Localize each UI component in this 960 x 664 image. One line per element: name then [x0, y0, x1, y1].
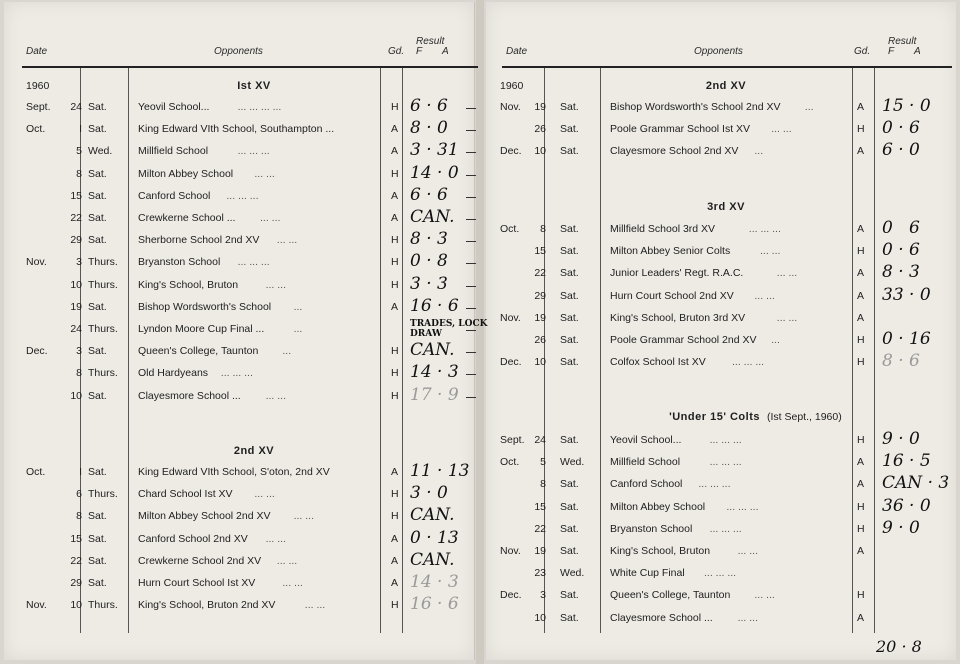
left-result-tick	[466, 108, 476, 109]
right-row-opponent: King's School, Bruton 3rd XV	[610, 311, 746, 324]
left-row-ground: A	[391, 189, 399, 202]
left-row-opponent: Millfield School	[138, 145, 209, 158]
left-row-day: 3	[76, 345, 82, 358]
left-ground-header: Gd.	[388, 46, 405, 57]
right-row-opponent: Bishop Wordsworth's School 2nd XV	[610, 101, 781, 113]
right-row-day: 15	[534, 245, 546, 258]
right-row-day: 8	[540, 223, 546, 235]
left-result-tick	[466, 241, 476, 242]
left-row-weekday: Sat.	[88, 167, 107, 180]
right-row-weekday: Sat.	[560, 223, 579, 235]
right-row-weekday: Sat.	[560, 101, 579, 113]
right-row-result: 9 · 0	[882, 429, 920, 449]
left-result-tick	[466, 286, 476, 287]
left-row-day: 22	[70, 212, 82, 224]
right-row-weekday: Sat.	[560, 356, 579, 369]
right-row-month: Dec.	[500, 356, 522, 369]
left-row-result: 3 · 0	[410, 483, 448, 504]
right-row-opponent: Canford School	[610, 478, 683, 491]
right-row-ground: H	[857, 356, 865, 369]
left-row-weekday: Sat.	[88, 123, 107, 136]
left-row-weekday: Sat.	[88, 466, 107, 478]
left-row-result: 14 · 0	[410, 162, 459, 183]
right-header-rule	[502, 66, 952, 68]
left-row-day: 24	[70, 323, 82, 335]
left-row-leader-dots: ... ... ...	[237, 145, 270, 158]
left-row-leader-dots: ... ... ...	[220, 367, 253, 380]
left-result-tick	[466, 175, 476, 176]
left-result-header: Result	[416, 36, 445, 47]
left-row-opponent: King Edward VIth School, S'oton, 2nd XV	[138, 466, 330, 478]
left-row-ground: H	[391, 367, 399, 380]
right-row-day: 19	[534, 311, 546, 324]
right-row-result: 8 · 6	[882, 351, 920, 372]
left-result-tick	[466, 152, 476, 153]
right-against-header: A	[914, 46, 921, 57]
left-row-ground: A	[391, 554, 399, 567]
left-row-result: 11 · 13	[410, 461, 470, 481]
left-row-result: 6 · 6	[410, 96, 448, 116]
left-row-day: 8	[76, 510, 82, 523]
right-row-month: Oct.	[500, 223, 520, 235]
right-row-leader-dots: ... ... ...	[732, 356, 765, 369]
right-row-weekday: Sat.	[560, 589, 579, 602]
right-row-leader-dots: ... ...	[737, 545, 759, 557]
right-row-opponent: Hurn Court School 2nd XV	[610, 289, 734, 302]
left-result-tick	[466, 352, 476, 353]
right-row-opponent: Queen's College, Taunton	[610, 589, 731, 602]
right-row-day: 22	[534, 267, 546, 280]
right-row-opponent: Milton Abbey School	[610, 500, 706, 513]
left-row-weekday: Sat.	[88, 101, 107, 113]
left-row-ground: A	[391, 532, 399, 545]
left-row-ground: A	[391, 123, 399, 136]
right-row-result: 0 · 6	[882, 240, 920, 261]
right-row-ground: A	[857, 267, 865, 280]
left-row-weekday: Sat.	[88, 189, 107, 202]
left-row-day: I	[79, 466, 82, 478]
left-section-2nd-xv: 2nd XV	[233, 445, 275, 457]
left-row-weekday: Sat.	[88, 532, 107, 545]
right-row-result: 0 · 6	[882, 118, 920, 139]
right-row-day: 23	[534, 567, 546, 580]
left-row-day: 5	[76, 145, 82, 158]
right-row-day: 15	[534, 500, 546, 513]
right-row-month: Dec.	[500, 589, 522, 602]
left-for-header: F	[416, 46, 423, 57]
left-row-result: 6 · 6	[410, 184, 448, 205]
right-for-header: F	[888, 46, 895, 57]
right-row-ground: A	[857, 223, 865, 235]
left-row-weekday: Thurs.	[88, 599, 118, 612]
left-row-weekday: Sat.	[88, 510, 107, 523]
left-row-leader-dots: ...	[293, 323, 303, 335]
left-row-ground: A	[391, 577, 399, 589]
left-row-day: 8	[76, 167, 82, 180]
left-row-leader-dots: ... ... ...	[237, 256, 270, 269]
left-row-weekday: Thurs.	[88, 278, 118, 291]
right-row-day: 26	[534, 334, 546, 346]
right-row-leader-dots: ... ...	[776, 267, 798, 280]
left-result-tick	[466, 130, 476, 131]
left-row-day: 3	[76, 256, 82, 269]
right-row-opponent: Colfox School Ist XV	[610, 356, 706, 369]
right-row-ground: A	[857, 145, 865, 158]
right-row-weekday: Sat.	[560, 522, 579, 535]
left-row-ground: A	[391, 212, 399, 224]
left-result-tick	[466, 197, 476, 198]
left-row-ground: H	[391, 256, 399, 269]
left-row-leader-dots: ... ...	[265, 532, 287, 545]
right-row-opponent: Clayesmore School 2nd XV	[610, 145, 739, 158]
left-row-opponent: King's School, Bruton	[138, 278, 239, 291]
left-row-day: 15	[70, 532, 82, 545]
right-row-result: 8 · 3	[882, 262, 920, 283]
right-row-weekday: Wed.	[560, 567, 585, 580]
left-row-ground: H	[391, 167, 399, 180]
right-row-opponent: Junior Leaders' Regt. R.A.C.	[610, 267, 744, 280]
left-row-month: Nov.	[26, 599, 47, 612]
left-row-day: 15	[70, 189, 82, 202]
left-row-opponent: Milton Abbey School 2nd XV	[138, 510, 271, 523]
right-row-leader-dots: ... ... ...	[709, 434, 742, 446]
right-row-leader-dots: ...	[771, 334, 780, 346]
right-row-ground: A	[857, 478, 865, 491]
left-year: 1960	[26, 80, 50, 92]
left-row-ground: H	[391, 101, 399, 113]
right-row-day: 5	[540, 456, 546, 469]
left-row-weekday: Thurs.	[88, 488, 118, 501]
left-row-result: 8 · 3	[410, 229, 448, 250]
right-row-weekday: Sat.	[560, 611, 579, 624]
left-row-ground: H	[391, 510, 399, 523]
right-row-leader-dots: ... ...	[754, 289, 775, 302]
left-header-rule	[22, 66, 478, 68]
right-row-result: 15 · 0	[882, 96, 931, 116]
right-row-day: 19	[534, 101, 546, 113]
right-row-day: 19	[534, 545, 546, 557]
left-row-ground: A	[391, 466, 399, 478]
left-result-tick	[466, 397, 476, 398]
left-row-month: Oct.	[26, 123, 46, 136]
right-row-day: 8	[540, 478, 546, 491]
right-row-weekday: Sat.	[560, 500, 579, 513]
left-row-weekday: Sat.	[88, 345, 107, 358]
right-row-result: 9 · 0	[882, 517, 920, 538]
left-row-result: CAN.	[410, 207, 455, 227]
right-row-opponent: Yeovil School...	[610, 434, 682, 446]
left-row-opponent: Crewkerne School ...	[138, 212, 236, 224]
right-row-ground: H	[857, 589, 865, 602]
left-row-weekday: Thurs.	[88, 323, 118, 335]
right-section-2nd-xv: 2nd XV	[705, 80, 747, 92]
right-row-result: CAN · 3	[882, 473, 950, 494]
left-row-ground: A	[391, 300, 399, 313]
right-row-weekday: Sat.	[560, 334, 579, 346]
right-row-ground: H	[857, 522, 865, 535]
right-row-ground: A	[857, 545, 865, 557]
left-row-result: 0 · 13	[410, 527, 459, 548]
right-row-day: 10	[534, 611, 546, 624]
left-row-ground: H	[391, 389, 399, 402]
right-row-month: Nov.	[500, 101, 521, 113]
left-row-leader-dots: ... ...	[254, 167, 275, 180]
right-section-3rd-xv: 3rd XV	[707, 201, 745, 213]
right-row-month: Dec.	[500, 145, 522, 158]
right-row-leader-dots: ...	[804, 101, 814, 113]
left-row-day: 19	[70, 300, 82, 313]
right-row-opponent: King's School, Bruton	[610, 545, 711, 557]
left-row-opponent: Bishop Wordsworth's School	[138, 300, 272, 313]
left-row-ground: A	[391, 145, 399, 158]
right-row-opponent: White Cup Final	[610, 567, 685, 580]
right-row-opponent: Bryanston School	[610, 522, 693, 535]
left-row-opponent: Canford School	[138, 189, 211, 202]
left-row-leader-dots: ...	[282, 345, 292, 358]
left-row-result: CAN.	[410, 549, 455, 570]
right-row-ground: H	[857, 123, 865, 136]
right-row-result: 0 · 16	[882, 329, 931, 349]
right-row-leader-dots: ... ...	[771, 123, 792, 136]
left-row-leader-dots: ... ... ... ...	[237, 101, 282, 113]
right-row-weekday: Sat.	[560, 434, 579, 446]
left-result-tick	[466, 308, 476, 309]
left-row-day: 6	[76, 488, 82, 501]
right-row-leader-dots: ... ... ...	[709, 522, 742, 535]
left-row-result: CAN.	[410, 340, 455, 361]
left-result-tick	[466, 263, 476, 264]
right-row-result: 33 · 0	[882, 284, 931, 305]
right-row-result: 6 · 0	[882, 140, 920, 161]
left-row-leader-dots: ... ...	[265, 389, 287, 402]
left-row-opponent: Clayesmore School ...	[138, 389, 241, 402]
left-row-weekday: Sat.	[88, 389, 107, 402]
right-row-leader-dots: ... ...	[737, 611, 759, 624]
left-row-ground: H	[391, 345, 399, 358]
left-row-day: 22	[70, 554, 82, 567]
left-row-leader-dots: ... ...	[265, 278, 287, 291]
right-row-opponent: Millfield School 3rd XV	[610, 223, 716, 235]
right-row-result: 36 · 0	[882, 495, 931, 516]
right-row-weekday: Wed.	[560, 456, 585, 469]
left-row-weekday: Sat.	[88, 234, 107, 247]
right-section-under-15-colts: 'Under 15' Colts	[669, 411, 760, 423]
left-row-opponent: Queen's College, Taunton	[138, 345, 259, 358]
right-row-ground: H	[857, 245, 865, 258]
left-row-opponent: Old Hardyeans	[138, 367, 209, 380]
left-row-weekday: Sat.	[88, 300, 107, 313]
left-row-result: 17 · 9	[410, 384, 459, 405]
left-date-header: Date	[26, 46, 48, 57]
left-row-month: Dec.	[26, 345, 48, 358]
right-row-ground: H	[857, 434, 865, 446]
right-row-day: 24	[534, 434, 546, 446]
right-row-day: 10	[534, 145, 546, 158]
left-row-result: 0 · 8	[410, 251, 448, 272]
right-row-month: Oct.	[500, 456, 520, 469]
right-row-opponent: Milton Abbey Senior Colts	[610, 245, 731, 258]
left-row-result: 14 · 3	[410, 362, 459, 383]
right-row-weekday: Sat.	[560, 145, 579, 158]
left-row-weekday: Thurs.	[88, 367, 118, 380]
left-row-opponent: Hurn Court School Ist XV	[138, 577, 256, 589]
right-row-leader-dots: ...	[754, 145, 764, 158]
left-row-opponent: King Edward VIth School, Southampton ...	[138, 123, 335, 136]
right-row-opponent: Poole Grammar School Ist XV	[610, 123, 751, 136]
left-column-divider	[380, 68, 381, 633]
right-row-weekday: Sat.	[560, 123, 579, 136]
left-row-ground: H	[391, 278, 399, 291]
left-row-opponent: Canford School 2nd XV	[138, 532, 248, 545]
right-row-leader-dots: ... ...	[776, 311, 798, 324]
left-row-opponent: Sherborne School 2nd XV	[138, 234, 260, 247]
left-row-weekday: Thurs.	[88, 256, 118, 269]
right-row-leader-dots: ... ...	[754, 589, 775, 602]
right-row-leader-dots: ... ... ...	[704, 567, 737, 580]
left-row-leader-dots: ... ...	[276, 234, 298, 247]
right-footer-note: 20 · 8	[876, 637, 922, 656]
left-opponents-header: Opponents	[214, 46, 263, 57]
left-row-ground: H	[391, 234, 399, 247]
right-row-leader-dots: ... ... ...	[726, 500, 759, 513]
right-row-opponent: Clayesmore School ...	[610, 611, 713, 624]
left-row-day: 10	[70, 389, 82, 402]
right-row-result: 0 6	[882, 218, 920, 238]
right-date-header: Date	[506, 46, 528, 57]
left-row-day: 29	[70, 577, 82, 589]
right-row-result: 16 · 5	[882, 451, 931, 472]
left-row-ground: H	[391, 599, 399, 612]
left-row-weekday: Wed.	[88, 145, 113, 158]
right-row-month: Nov.	[500, 311, 521, 324]
left-column-divider	[402, 68, 403, 633]
right-row-month: Nov.	[500, 545, 521, 557]
left-row-opponent: Chard School Ist XV	[138, 488, 233, 501]
right-row-opponent: Millfield School	[610, 456, 681, 469]
right-row-weekday: Sat.	[560, 311, 579, 324]
left-row-result: 14 · 3	[410, 572, 459, 592]
left-result-tick	[466, 330, 476, 331]
left-row-day: I	[79, 123, 82, 136]
left-row-result: 3 · 3	[410, 273, 448, 294]
left-row-day: 24	[70, 101, 82, 113]
left-section-1st-xv: Ist XV	[237, 80, 271, 92]
right-row-day: 10	[534, 356, 546, 369]
right-ground-header: Gd.	[854, 46, 871, 57]
left-row-ground: H	[391, 488, 399, 501]
right-row-weekday: Sat.	[560, 478, 579, 491]
left-result-tick	[466, 219, 476, 220]
left-row-weekday: Sat.	[88, 554, 107, 567]
left-row-leader-dots: ... ...	[254, 488, 275, 501]
left-row-day: 8	[76, 367, 82, 380]
right-row-weekday: Sat.	[560, 545, 579, 557]
right-column-divider	[600, 68, 601, 633]
right-row-leader-dots: ... ...	[760, 245, 781, 258]
right-row-leader-dots: ... ... ...	[748, 223, 781, 235]
left-against-header: A	[442, 46, 449, 57]
left-row-leader-dots: ... ...	[293, 510, 315, 523]
left-row-opponent: Crewkerne School 2nd XV	[138, 554, 262, 567]
right-row-ground: A	[857, 456, 865, 469]
left-row-leader-dots: ... ...	[260, 212, 281, 224]
left-row-leader-dots: ... ...	[282, 577, 303, 589]
left-row-result: 8 · 0	[410, 118, 448, 139]
right-row-day: 3	[540, 589, 546, 602]
right-section-under-15-colts-note: (Ist Sept., 1960)	[767, 411, 842, 423]
left-row-result: TRADES, LOCK DRAW	[410, 319, 488, 339]
left-row-weekday: Sat.	[88, 212, 107, 224]
right-row-weekday: Sat.	[560, 289, 579, 302]
right-row-ground: A	[857, 611, 865, 624]
right-row-ground: H	[857, 500, 865, 513]
left-row-opponent: King's School, Bruton 2nd XV	[138, 599, 276, 612]
left-row-result: 16 · 6	[410, 594, 459, 615]
right-row-day: 26	[534, 123, 546, 136]
left-row-leader-dots: ... ... ...	[226, 189, 259, 202]
left-row-result: CAN.	[410, 505, 455, 526]
left-row-opponent: Milton Abbey School	[138, 167, 234, 180]
right-row-month: Sept.	[500, 434, 525, 446]
right-opponents-header: Opponents	[694, 46, 743, 57]
left-row-leader-dots: ... ...	[304, 599, 326, 612]
right-row-ground: A	[857, 289, 865, 302]
left-row-day: 29	[70, 234, 82, 247]
left-row-day: 10	[70, 278, 82, 291]
left-row-leader-dots: ...	[293, 300, 303, 313]
left-row-result: 16 · 6	[410, 295, 459, 316]
right-result-header: Result	[888, 36, 917, 47]
right-row-day: 29	[534, 289, 546, 302]
right-row-ground: A	[857, 101, 865, 113]
right-year: 1960	[500, 80, 524, 92]
right-column-divider	[874, 68, 875, 633]
right-column-divider	[852, 68, 853, 633]
right-row-leader-dots: ... ... ...	[698, 478, 731, 491]
left-row-month: Sept.	[26, 101, 51, 113]
right-row-ground: H	[857, 334, 865, 346]
right-row-day: 22	[534, 522, 546, 535]
left-row-month: Nov.	[26, 256, 47, 269]
right-row-weekday: Sat.	[560, 245, 579, 258]
right-row-ground: A	[857, 311, 865, 324]
left-row-opponent: Lyndon Moore Cup Final ...	[138, 323, 265, 335]
left-row-weekday: Sat.	[88, 577, 107, 589]
left-row-result: 3 · 31	[410, 140, 459, 161]
right-row-weekday: Sat.	[560, 267, 579, 280]
left-row-leader-dots: ... ...	[276, 554, 298, 567]
left-result-tick	[466, 374, 476, 375]
right-row-leader-dots: ... ... ...	[709, 456, 742, 469]
right-row-opponent: Poole Grammar School 2nd XV	[610, 334, 757, 346]
left-row-opponent: Yeovil School...	[138, 101, 210, 113]
left-column-divider	[128, 68, 129, 633]
left-row-opponent: Bryanston School	[138, 256, 221, 269]
left-row-month: Oct.	[26, 466, 46, 478]
left-row-day: 10	[70, 599, 82, 612]
